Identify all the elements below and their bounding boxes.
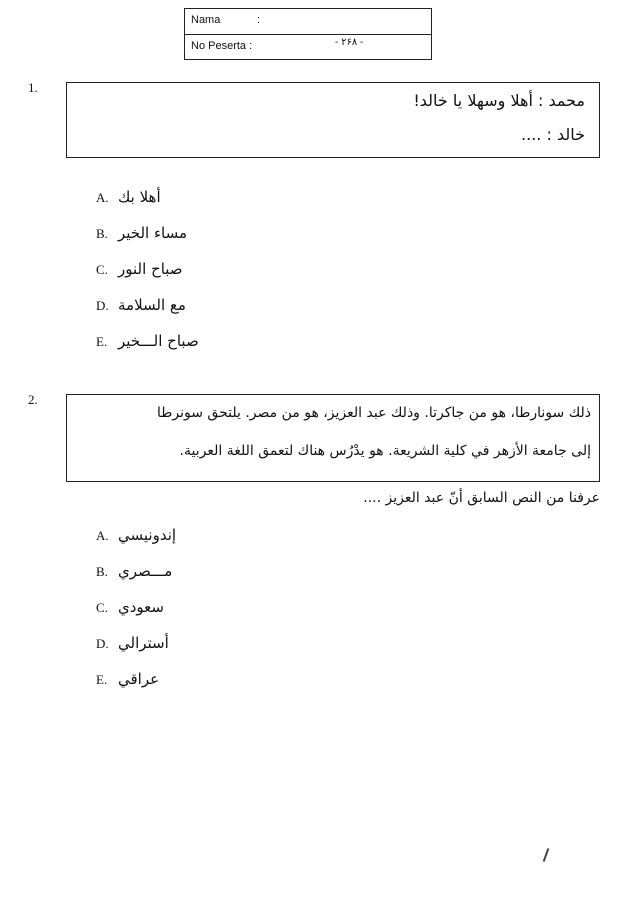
question-2-line-1: ذلك سونارطا، هو من جاكرتا. وذلك عبد العزيز، هو من مصر. يلتحق سونرطا bbox=[156, 405, 591, 421]
question-1-line-2: خالد : .... bbox=[521, 125, 585, 144]
question-2-prompt: عرفنا من النص السابق أنّ عبد العزيز .... bbox=[363, 490, 600, 506]
option-letter: E. bbox=[96, 672, 108, 687]
option-text: أسترالي bbox=[118, 634, 169, 652]
question-1-number: 1. bbox=[28, 80, 38, 95]
option-letter: E. bbox=[96, 334, 108, 349]
option-letter: D. bbox=[96, 636, 109, 651]
option-text: إندونيسي bbox=[118, 526, 177, 544]
option-letter: C. bbox=[96, 262, 108, 277]
option-text: مـــصري bbox=[118, 562, 173, 580]
option-text: مساء الخير bbox=[118, 224, 188, 242]
option-text: صباح الـــخير bbox=[118, 332, 199, 350]
name-label: Nama bbox=[191, 14, 221, 26]
option-letter: A. bbox=[96, 528, 109, 543]
name-colon: : bbox=[257, 14, 261, 26]
option-text: صباح النور bbox=[118, 260, 183, 278]
option-text: عراقي bbox=[118, 670, 160, 688]
option-text: مع السلامة bbox=[118, 296, 186, 314]
name-row bbox=[185, 9, 431, 34]
option-letter: B. bbox=[96, 564, 108, 579]
question-1-box bbox=[66, 82, 600, 158]
option-letter: D. bbox=[96, 298, 109, 313]
option-text: سعودي bbox=[118, 598, 164, 616]
identity-table bbox=[184, 8, 432, 60]
question-2-number: 2. bbox=[28, 392, 38, 407]
option-text: أهلا بك bbox=[118, 188, 161, 206]
option-letter: B. bbox=[96, 226, 108, 241]
option-letter: C. bbox=[96, 600, 108, 615]
pen-mark bbox=[543, 848, 550, 862]
participant-row bbox=[185, 34, 431, 59]
question-1-line-1: محمد : أهلا وسهلا يا خالد! bbox=[413, 91, 585, 110]
participant-label: No Peserta : bbox=[191, 40, 253, 52]
option-letter: A. bbox=[96, 190, 109, 205]
question-2-box bbox=[66, 394, 600, 482]
participant-value: - ۲۶۸ - bbox=[335, 37, 364, 48]
question-2-line-2: إلى جامعة الأزهر في كلية الشريعة. هو يدْرُس هناك لتعمق اللغة العربية. bbox=[179, 443, 591, 459]
